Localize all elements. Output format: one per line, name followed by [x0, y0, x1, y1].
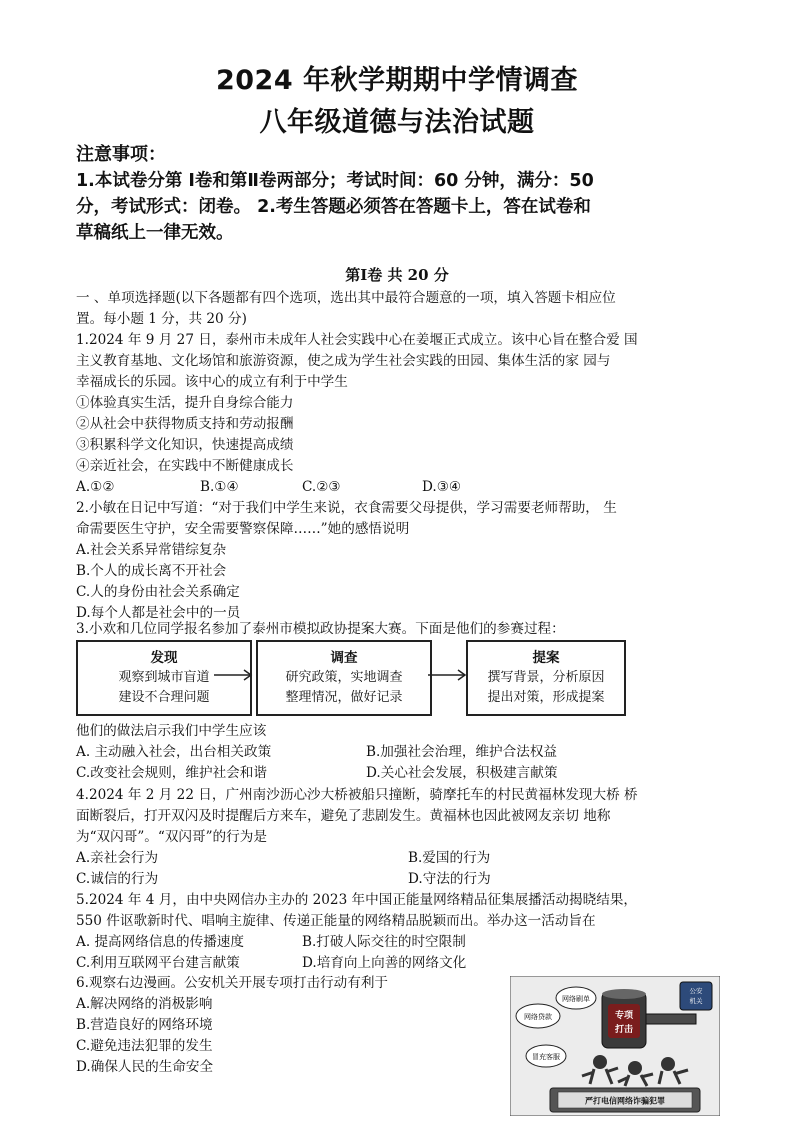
option-a: A.解决网络的消极影响 [76, 996, 213, 1012]
flow-box-heading: 发现 [150, 650, 178, 666]
cartoon-caption: 严打电信网络诈骗犯罪 [585, 1096, 665, 1106]
question-stem: 为“双闪哥”。“双闪哥”的行为是 [76, 829, 267, 845]
flow-box-text: 撰写背景，分析原因 [487, 670, 605, 685]
flow-box-text: 观察到城市盲道 [118, 670, 210, 685]
question-stem: 4.2024 年 2 月 22 日，广州南沙沥心沙大桥被船只撞断，骑摩托车的村民黄福林发现大桥 桥 [76, 787, 638, 803]
question-stem: 5.2024 年 4 月，由中央网信办主办的 2023 年中国正能量网络精品征集展播活动揭晓结果， [76, 892, 638, 908]
question-3-stem [76, 619, 720, 640]
question-item: ④亲近社会，在实践中不断健康成长 [76, 458, 294, 474]
question-item: ③积累科学文化知识，快速提高成绩 [76, 437, 294, 453]
option-b: B.①④ [200, 479, 239, 495]
instruction-line: 置。每小题 1 分，共 20 分) [76, 311, 247, 327]
option-row [76, 932, 720, 953]
question-stem: 6.观察右边漫画。公安机关开展专项打击行动有利于 [76, 975, 389, 991]
question-2 [76, 498, 720, 624]
option-d: D.培育向上向善的网络文化 [302, 955, 467, 971]
option-row [76, 953, 720, 974]
police-crackdown-cartoon [510, 976, 720, 1116]
flow-box-investigate [256, 640, 432, 716]
option-c: C.利用互联网平台建言献策 [76, 955, 240, 971]
instructions [76, 288, 720, 330]
question-stem: 他们的做法启示我们中学生应该 [76, 723, 267, 739]
flow-box-text: 研究政策，实地调查 [285, 670, 403, 685]
question-stem: 主义教育基地、文化场馆和旅游资源，使之成为学生社会实践的田园、集体生活的家 园与 [76, 353, 611, 369]
question-stem: 幸福成长的乐园。该中心的成立有利于中学生 [76, 374, 348, 390]
question-stem: 命需要医生守护，安全需要警察保障……”她的感悟说明 [76, 521, 410, 537]
option-a: A.社会关系异常错综复杂 [76, 542, 227, 558]
question-stem: 面断裂后，打开双闪及时提醒后方来车，避免了悲剧发生。黄福林也因此被网友亲切 地称 [76, 808, 611, 824]
hammer-label-bottom: 打击 [614, 1025, 634, 1035]
notice-line: 草稿纸上一律无效。 [76, 223, 234, 243]
option-b: B.打破人际交往的时空限制 [302, 934, 466, 950]
question-stem: 550 件讴歌新时代、唱响主旋律、传递正能量的网络精品脱颖而出。举办这一活动旨在 [76, 913, 596, 929]
question-stem: 2.小敏在日记中写道：“对于我们中学生来说，衣食需要父母提供，学习需要老师帮助， 生 [76, 500, 617, 516]
question-stem: 1.2024 年 9 月 27 日，泰州市未成年人社会实践中心在姜堰正式成立。该中心旨在整合爱 国 [76, 332, 638, 348]
option-d: D.③④ [422, 479, 462, 495]
question-item: ①体验真实生活，提升自身综合能力 [76, 395, 294, 411]
option-c: C.人的身份由社会关系确定 [76, 584, 240, 600]
option-a: A. 提高网络信息的传播速度 [76, 934, 244, 950]
notice-body [76, 168, 720, 246]
question-stem: 3.小欢和几位同学报名参加了泰州市模拟政协提案大赛。下面是他们的参赛过程： [76, 621, 565, 637]
notice-line: 1.本试卷分第 Ⅰ卷和第Ⅱ卷两部分；考试时间：60 分钟，满分：50 [76, 171, 594, 191]
option-a: A. 主动融入社会，出台相关政策 [76, 744, 272, 760]
bubble-label: 网络刷单 [562, 995, 590, 1003]
flow-box-heading: 调查 [330, 650, 358, 666]
option-row [76, 477, 720, 498]
option-row [76, 763, 720, 784]
question-5 [76, 890, 720, 974]
option-d: D.守法的行为 [408, 871, 491, 887]
question-3-body [76, 721, 720, 784]
flow-box-heading: 提案 [532, 650, 560, 666]
notice-line: 分，考试形式：闭卷。 2.考生答题必须答在答题卡上，答在试卷和 [76, 197, 591, 217]
option-d: D.确保人民的生命安全 [76, 1059, 214, 1075]
notice-heading: 注意事项： [76, 144, 166, 165]
exam-title-line1: 2024 年秋学期期中学情调查 [215, 65, 579, 96]
flow-box-proposal [466, 640, 626, 716]
arrow-right-icon [428, 668, 468, 682]
option-c: C.避免违法犯罪的发生 [76, 1038, 213, 1054]
option-c: C.②③ [302, 479, 341, 495]
option-c: C.诚信的行为 [76, 871, 159, 887]
option-c: C.改变社会规则，维护社会和谐 [76, 765, 267, 781]
badge-label-bottom: 机关 [689, 997, 703, 1005]
badge-label-top: 公安 [689, 987, 703, 995]
option-b: B.加强社会治理，维护合法权益 [366, 744, 558, 760]
hammer-label-top: 专项 [614, 1011, 634, 1021]
option-b: B.营造良好的网络环境 [76, 1017, 213, 1033]
option-a: A.亲社会行为 [76, 850, 159, 866]
flow-box-text: 建设不合理问题 [118, 690, 210, 705]
exam-title-line2: 八年级道德与法治试题 [259, 107, 535, 138]
arrow-right-icon [214, 668, 254, 682]
instruction-line: 一 、单项选择题(以下各题都有四个选项，选出其中最符合题意的一项，填入答题卡相应位 [76, 290, 616, 306]
option-row [76, 742, 720, 763]
option-a: A.①② [76, 479, 115, 495]
bubble-label: 冒充客服 [532, 1053, 560, 1061]
question-4 [76, 785, 720, 890]
question-1 [76, 330, 720, 498]
option-d: D.每个人都是社会中的一员 [76, 605, 241, 621]
process-flowchart [76, 640, 626, 718]
option-d: D.关心社会发展，积极建言献策 [366, 765, 558, 781]
option-b: B.个人的成长离不开社会 [76, 563, 227, 579]
question-6 [76, 973, 506, 1078]
section-heading: 第Ⅰ卷 共 20 分 [345, 266, 449, 284]
flow-box-text: 整理情况，做好记录 [285, 690, 403, 705]
flow-box-text: 提出对策，形成提案 [487, 690, 605, 705]
option-b: B.爱国的行为 [408, 850, 491, 866]
option-row [76, 848, 720, 869]
question-item: ②从社会中获得物质支持和劳动报酬 [76, 416, 294, 432]
bubble-label: 网络贷款 [524, 1013, 552, 1021]
option-row [76, 869, 720, 890]
